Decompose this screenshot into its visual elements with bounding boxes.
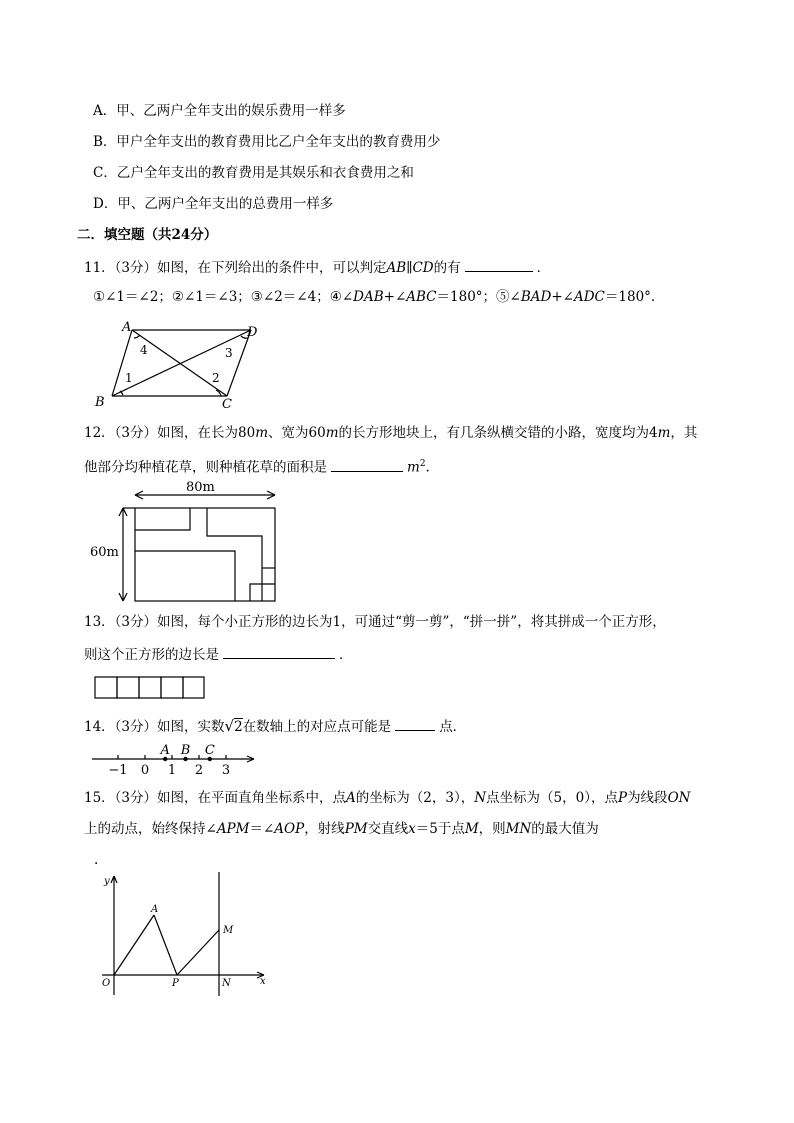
q15-label-a: A: [151, 904, 159, 915]
choice-b: B．甲户全年支出的教育费用比乙户全年支出的教育费用少: [93, 134, 441, 150]
q12-road-segment-3: [135, 551, 235, 601]
q11-cond-text-2: ＝180°；⑤∠: [436, 289, 521, 305]
q14-point-label-b: B: [180, 743, 191, 758]
q11-bad: BAD: [520, 289, 552, 305]
q11-stem: [84, 258, 550, 276]
q13-square-3: [139, 677, 161, 698]
q12-unit: m: [407, 459, 420, 476]
q11-abc: ABC: [406, 289, 437, 305]
q14-point-label-c: C: [204, 743, 215, 758]
q14-tick-label: −1: [108, 763, 128, 778]
q15-point-n: N: [474, 790, 487, 806]
q13-answer-blank[interactable]: [223, 645, 335, 659]
q15-segment-pm: [177, 930, 219, 975]
q15-text-1a: 15．（3分）如图，在平面直角坐标系中，点: [84, 790, 347, 806]
q15-label-o: O: [102, 978, 111, 989]
q15-label-n: N: [222, 978, 231, 989]
q15-label-p: P: [172, 978, 179, 989]
q11-parallel: ∥: [406, 260, 413, 276]
q15-segment-ap: [154, 915, 177, 975]
q15-label-m: M: [223, 925, 234, 936]
q12-text-2: 他部分均种植花草，则种植花草的面积是: [84, 459, 327, 476]
q12-unit-m-2: m: [325, 425, 339, 441]
q11-answer-blank[interactable]: [465, 258, 533, 272]
q11-angle-4-arc: [134, 335, 140, 338]
q11-label-3: 3: [225, 346, 233, 360]
q14-answer-blank[interactable]: [395, 717, 435, 731]
q13-square-2: [117, 677, 139, 698]
q11-label-c: C: [222, 397, 232, 412]
q15-var-x: x: [408, 821, 416, 837]
q15-line-2: [84, 821, 599, 837]
q13-square-1: [95, 677, 117, 698]
q14-suffix: 在数轴上的对应点可能是: [242, 719, 392, 735]
q12-unit-m-3: m: [657, 425, 671, 441]
q11-cd: CD: [412, 260, 434, 276]
q15-point-p: P: [617, 790, 628, 806]
q12-text-a: 12．（3分）如图，在长为80: [84, 425, 256, 441]
q12-figure: [90, 478, 290, 606]
q12-line-2: [84, 456, 430, 476]
q12-answer-blank[interactable]: [331, 458, 403, 472]
q15-segment-on: ON: [667, 790, 691, 806]
q14-tick-label: 1: [167, 763, 177, 778]
q13-line-2: [84, 645, 353, 663]
q15-text-2a: 上的动点，始终保持∠: [84, 821, 217, 837]
q12-text-d: ，其: [670, 425, 698, 441]
q14-end: 点．: [439, 719, 467, 735]
q12-line-1: [84, 425, 697, 441]
q15-point-m: M: [464, 821, 479, 837]
q14-radicand: 2: [234, 719, 243, 735]
q12-end: .: [425, 459, 430, 476]
q11-adc: ADC: [573, 289, 605, 305]
q12-unit-exponent: 2: [419, 459, 426, 469]
q15-figure: [92, 870, 282, 1000]
q15-text-1c: 点坐标为（5，0），点: [486, 790, 618, 806]
q12-text-b: 、宽为60: [268, 425, 326, 441]
q15-ray-pm: PM: [344, 821, 368, 837]
q15-text-2d: 交直线: [367, 821, 409, 837]
q15-segment-oa: [114, 915, 154, 975]
q12-width-label: 80m: [186, 480, 215, 495]
q13-figure: [94, 676, 206, 700]
q11-ab: AB: [386, 260, 407, 276]
q15-text-2g: 的最大值为: [531, 821, 599, 837]
q15-angle-aop: AOP: [274, 821, 305, 837]
q11-label-d: D: [247, 325, 258, 340]
choice-a: A．甲、乙两户全年支出的娱乐费用一样多: [93, 103, 346, 119]
q14-prefix: 14．（3分）如图，实数: [84, 719, 225, 735]
q13-line-1: 13．（3分）如图，每个小正方形的边长为1，可通过“剪一剪”，“拼一拼”，将其拼成一个正方形，: [84, 614, 666, 630]
q15-segment-mn: MN: [505, 821, 532, 837]
q13-text: 则这个正方形的边长是: [84, 647, 219, 663]
choice-c: C．乙户全年支出的教育费用是其娱乐和衣食费用之和: [93, 165, 414, 181]
q13-end: ．: [339, 647, 353, 663]
q11-label-1: 1: [125, 371, 133, 385]
q12-field-rect: [135, 508, 275, 601]
q15-label-y: y: [104, 876, 110, 887]
q11-cond-text-1: ①∠1＝∠2；②∠1＝∠3；③∠2＝∠4；④∠: [93, 289, 354, 305]
q14-radical-sign: √: [224, 717, 235, 735]
q11-label-2: 2: [212, 371, 220, 385]
q11-conditions: [93, 289, 664, 305]
q15-text-2f: ，则: [478, 821, 506, 837]
q11-prefix: 11．（3分）如图，在下列给出的条件中，可以判定: [84, 260, 387, 276]
q12-text-c: 的长方形地块上，有几条纵横交错的小路，宽度均为4: [338, 425, 658, 441]
q15-angle-apm: APM: [216, 821, 250, 837]
q15-text-2b: ＝∠: [249, 821, 275, 837]
q15-text-2c: ，射线: [304, 821, 345, 837]
q15-label-x: x: [260, 976, 266, 987]
q12-road-segment-1: [135, 508, 190, 530]
q11-figure: [90, 318, 270, 413]
q14-stem: [84, 717, 466, 735]
q13-square-4: [161, 677, 183, 698]
q12-unit-m-1: m: [255, 425, 269, 441]
q15-point-a: A: [346, 790, 356, 806]
q14-number-line: [90, 740, 260, 780]
q14-tick-label: 3: [221, 763, 231, 778]
q11-end: ．: [536, 260, 551, 276]
q11-diagonal-ac: [132, 330, 227, 396]
q13-square-5: [183, 677, 204, 698]
q15-line-1: [84, 790, 690, 806]
q12-height-label: 60m: [90, 545, 119, 560]
q15-text-1d: 为线段: [627, 790, 668, 806]
q11-plus-2: +∠: [551, 289, 574, 305]
q15-line-3: .: [94, 852, 99, 868]
q11-label-a: A: [122, 320, 132, 335]
q14-point-label-a: A: [160, 743, 170, 758]
q11-side-ba: [112, 330, 132, 396]
choice-d: D．甲、乙两户全年支出的总费用一样多: [93, 196, 334, 212]
q11-label-4: 4: [140, 343, 148, 357]
q11-dab: DAB: [353, 289, 384, 305]
section-title: 二．填空题（共24分）: [77, 227, 218, 243]
q14-tick-label: 2: [194, 763, 204, 778]
q15-text-1b: 的坐标为（2，3），: [355, 790, 475, 806]
q11-cond-text-3: ＝180°．: [604, 289, 665, 305]
q15-text-2e: ＝5于点: [415, 821, 465, 837]
q11-plus-1: +∠: [383, 289, 407, 305]
q14-tick-label: 0: [140, 763, 150, 778]
q11-suffix: 的有: [433, 260, 461, 276]
q11-label-b: B: [95, 395, 105, 410]
